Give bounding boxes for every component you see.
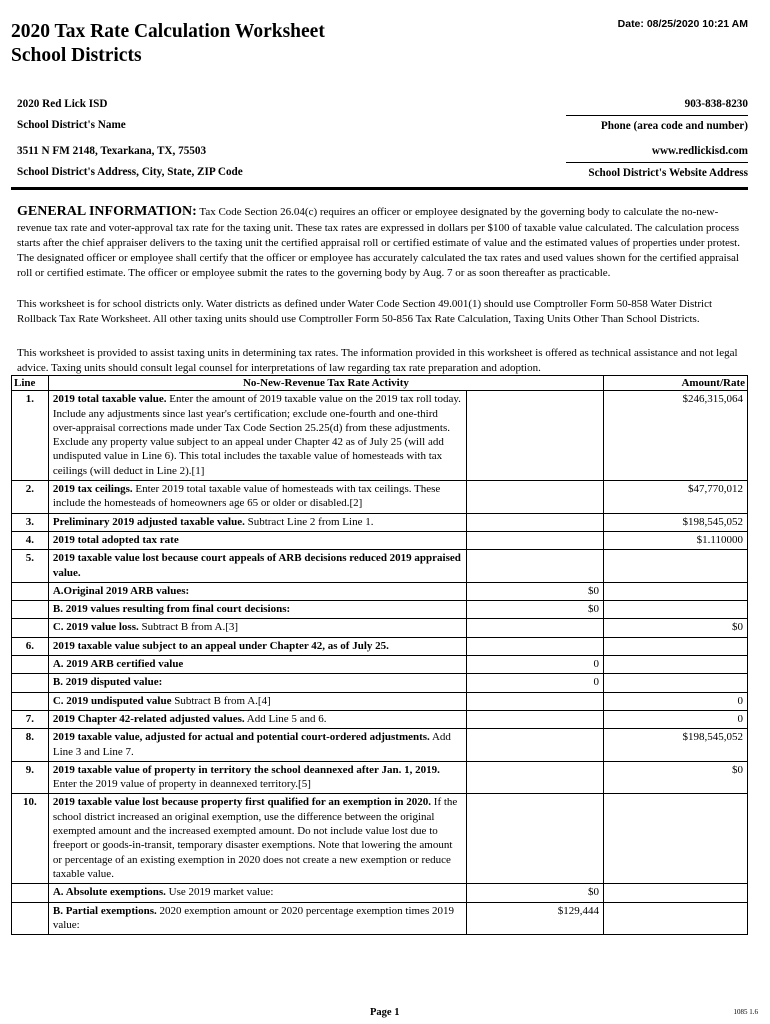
row-amount (603, 550, 747, 583)
district-name-label: School District's Name (17, 119, 126, 132)
table-row (12, 391, 748, 481)
table-row (12, 729, 748, 762)
row-description-text: Enter the 2019 value of property in deannexed territory.[5] (52, 778, 311, 791)
table-row (12, 656, 748, 674)
district-name-field (17, 97, 317, 133)
row-description (48, 902, 466, 935)
table-row (12, 601, 748, 619)
row-line-number (12, 902, 49, 935)
row-description (48, 884, 466, 902)
form-code: 1085 1.6 (733, 1008, 758, 1016)
row-description (48, 794, 466, 884)
row-description-text: Enter 2019 total taxable value of homesteads with tax ceilings. These include the homesteads of homeowners age 65 or older or disabled.[2] (52, 483, 441, 510)
district-phone-field (566, 97, 748, 134)
worksheet-scope-paragraph: This worksheet is for school districts only. Water districts as defined under Water Code Section 49.001(1) should use Comptroller Form 50-858 Water District Rollback Tax Rate Worksheet. All other taxing units should use Comptroller Form 50-856 Tax Rate Calculation, Taxing Units Other Than School Districts. (17, 298, 713, 325)
general-info-heading: GENERAL INFORMATION: (17, 204, 197, 219)
row-description-bold: 2019 taxable value subject to an appeal under Chapter 42, as of July 25. (52, 639, 389, 652)
table-row (12, 884, 748, 902)
row-amount: $198,545,052 (603, 729, 747, 762)
row-description (48, 550, 466, 583)
row-description-bold: 2019 total adopted tax rate (52, 533, 179, 546)
row-description (48, 729, 466, 762)
title-line-2: School Districts (11, 44, 142, 66)
row-line-number: 1. (12, 391, 49, 481)
page-title (11, 20, 431, 68)
row-amount: $1.110000 (603, 531, 747, 549)
row-sub-amount (467, 391, 604, 481)
row-sub-amount: $0 (467, 884, 604, 902)
district-website: www.redlickisd.com (651, 145, 748, 157)
row-description (48, 637, 466, 655)
row-description (48, 710, 466, 728)
header-divider (11, 187, 748, 190)
table-row (12, 582, 748, 600)
report-date: Date: 08/25/2020 10:21 AM (617, 18, 748, 30)
row-description-bold: A.Original 2019 ARB values: (52, 584, 190, 597)
table-header-row (12, 376, 748, 391)
row-amount: $246,315,064 (603, 391, 747, 481)
row-description-text: Use 2019 market value: (165, 886, 274, 899)
row-description (48, 674, 466, 692)
table-row (12, 692, 748, 710)
row-line-number (12, 582, 49, 600)
row-description-bold: Preliminary 2019 adjusted taxable value. (52, 515, 245, 528)
table-row (12, 710, 748, 728)
row-line-number: 6. (12, 637, 49, 655)
row-line-number: 7. (12, 710, 49, 728)
district-website-field (566, 144, 748, 181)
row-description-bold: 2019 taxable value of property in territory the school deannexed after Jan. 1, 2019. (52, 763, 440, 776)
row-description (48, 601, 466, 619)
row-line-number (12, 692, 49, 710)
worksheet-table (11, 375, 748, 935)
table-row (12, 481, 748, 514)
row-amount (603, 601, 747, 619)
table-row (12, 619, 748, 637)
district-phone: 903-838-8230 (684, 98, 748, 110)
row-amount (603, 674, 747, 692)
row-line-number (12, 619, 49, 637)
row-sub-amount: 0 (467, 674, 604, 692)
row-sub-amount (467, 550, 604, 583)
row-sub-amount (467, 619, 604, 637)
row-amount (603, 902, 747, 935)
row-sub-amount (467, 729, 604, 762)
row-description-text: If the school district increased an original exemption, use the difference between the original exempted amount and the increased exempted amount. Do not include value lost due to freeport or goods-in-transit, temporary disaster exemptions. Note that lowering the amount or percentage of an existing exemption in 2020 does not create a new exemption or reduce taxable value. (52, 796, 458, 880)
row-line-number: 2. (12, 481, 49, 514)
row-description-bold: 2019 taxable value lost because court appeals of ARB decisions reduced 2019 appraised value. (52, 552, 461, 579)
row-sub-amount (467, 513, 604, 531)
table-row (12, 531, 748, 549)
row-line-number: 9. (12, 761, 49, 794)
row-description (48, 481, 466, 514)
row-amount (603, 656, 747, 674)
table-row (12, 637, 748, 655)
table-row (12, 902, 748, 935)
row-sub-amount: $129,444 (467, 902, 604, 935)
row-description-bold: B. 2019 values resulting from final court decisions: (52, 603, 291, 616)
district-address: 3511 N FM 2148, Texarkana, TX, 75503 (17, 145, 207, 157)
table-row (12, 674, 748, 692)
row-line-number (12, 674, 49, 692)
row-sub-amount (467, 481, 604, 514)
row-sub-amount (467, 637, 604, 655)
row-sub-amount (467, 531, 604, 549)
row-sub-amount (467, 692, 604, 710)
row-description (48, 619, 466, 637)
district-phone-label: Phone (area code and number) (566, 115, 748, 133)
row-sub-amount: $0 (467, 601, 604, 619)
row-description-bold: C. 2019 undisputed value (52, 694, 172, 707)
row-sub-amount (467, 761, 604, 794)
row-description-bold: 2019 total taxable value. (52, 393, 167, 406)
row-line-number (12, 656, 49, 674)
row-amount: $47,770,012 (603, 481, 747, 514)
row-description (48, 531, 466, 549)
district-address-field (17, 144, 317, 180)
district-address-label: School District's Address, City, State, ZIP Code (17, 166, 243, 179)
row-amount (603, 637, 747, 655)
col-amount-header: Amount/Rate (603, 376, 747, 391)
row-amount (603, 884, 747, 902)
row-description (48, 692, 466, 710)
row-description-bold: B. 2019 disputed value: (52, 676, 163, 689)
col-activity-header: No-New-Revenue Tax Rate Activity (48, 376, 603, 391)
district-website-label: School District's Website Address (566, 162, 748, 180)
title-line-1: 2020 Tax Rate Calculation Worksheet (11, 21, 325, 42)
row-sub-amount: $0 (467, 582, 604, 600)
row-description-text: Enter the amount of 2019 taxable value on the 2019 tax roll today. Include any adjustments since last year's certification; exclude one-fourth and one-third over-appraisal corrections made under Tax Code Section 25.25(d) from these adjustments. Exclude any property value subject to an appeal under Chapter 42 as of July 25 (will add undisputed value in Line 6). This total includes the taxable value of homesteads with tax ceilings (will deduct in Line 2).[1] (52, 393, 461, 477)
row-line-number (12, 601, 49, 619)
row-description-text: Subtract B from A.[4] (171, 694, 271, 707)
row-amount (603, 582, 747, 600)
row-sub-amount: 0 (467, 656, 604, 674)
row-amount: 0 (603, 710, 747, 728)
row-description-bold: 2019 taxable value lost because property first qualified for an exemption in 2020. (52, 796, 432, 809)
general-information (17, 202, 752, 281)
row-description-text: Subtract Line 2 from Line 1. (244, 515, 374, 528)
row-description-bold: B. Partial exemptions. (52, 904, 157, 917)
row-line-number: 5. (12, 550, 49, 583)
general-info-text: Tax Code Section 26.04(c) requires an officer or employee designated by the governing body to calculate the no-new-revenue tax rate and voter-approval tax rate for the taxing unit. These tax rates are expressed in dollars per $100 of taxable value calculated. The calculation process starts after the chief appraiser delivers to the taxing unit the certified appraisal roll or certified estimate of value and the estimated values of properties under protest. The designated officer or employee shall certify that the officer or employee has accurately calculated the tax rates and used values shown for the certified appraisal roll or certified estimate. The officer or employee submit the rates to the governing body by Aug. 7 or as soon thereafter as practicable. (17, 206, 740, 279)
row-amount: $0 (603, 761, 747, 794)
row-amount (603, 794, 747, 884)
row-line-number: 10. (12, 794, 49, 884)
row-amount: 0 (603, 692, 747, 710)
table-row (12, 513, 748, 531)
row-line-number: 4. (12, 531, 49, 549)
row-description-bold: A. Absolute exemptions. (52, 886, 166, 899)
row-description (48, 761, 466, 794)
table-row (12, 550, 748, 583)
row-description-text: Add Line 3 and Line 7. (52, 731, 451, 758)
row-description-bold: C. 2019 value loss. (52, 621, 139, 634)
page-number: Page 1 (370, 1007, 400, 1018)
table-row (12, 794, 748, 884)
row-description (48, 513, 466, 531)
row-description-bold: 2019 taxable value, adjusted for actual and potential court-ordered adjustments. (52, 731, 430, 744)
row-line-number (12, 884, 49, 902)
district-name: 2020 Red Lick ISD (17, 98, 108, 110)
worksheet-body (12, 391, 748, 935)
row-description (48, 582, 466, 600)
row-amount: $198,545,052 (603, 513, 747, 531)
row-description-bold: 2019 Chapter 42-related adjusted values. (52, 712, 245, 725)
row-description-text: Add Line 5 and 6. (244, 712, 327, 725)
row-description-text: Subtract B from A.[3] (138, 621, 239, 634)
row-description-bold: A. 2019 ARB certified value (52, 658, 184, 671)
row-description (48, 391, 466, 481)
col-line-header: Line (12, 376, 49, 391)
row-line-number: 3. (12, 513, 49, 531)
row-description (48, 656, 466, 674)
row-amount: $0 (603, 619, 747, 637)
row-line-number: 8. (12, 729, 49, 762)
table-row (12, 761, 748, 794)
row-description-bold: 2019 tax ceilings. (52, 483, 133, 496)
row-sub-amount (467, 710, 604, 728)
row-description-text: 2020 exemption amount or 2020 percentage exemption times 2019 value: (52, 904, 454, 931)
row-sub-amount (467, 794, 604, 884)
disclaimer-paragraph: This worksheet is provided to assist taxing units in determining tax rates. The information provided in this worksheet is offered as technical assistance and not legal advice. Taxing units should consult legal counsel for interpretations of law regarding tax rate preparation and adoption. (17, 347, 738, 374)
